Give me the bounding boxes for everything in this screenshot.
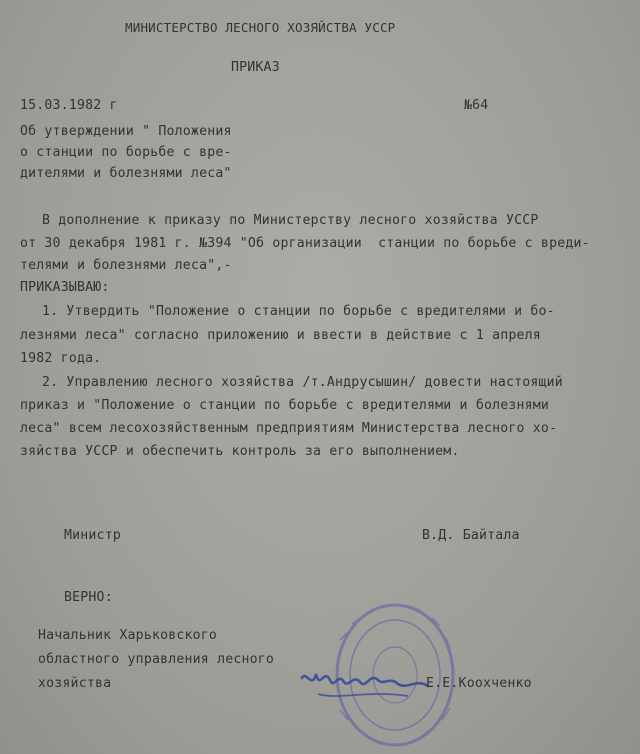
certified-label: ВЕРНО: [64, 590, 113, 605]
head-title-line: областного управления лесного [38, 652, 275, 667]
minister-label: Министр [64, 528, 121, 543]
item2-line: зяйства УССР и обеспечить контроль за его выполнением. [20, 444, 460, 459]
preamble-line: телями и болезнями леса",- [20, 258, 232, 273]
item1-line: 1982 года. [20, 351, 102, 366]
subject-line: Об утверждении " Положения [20, 124, 232, 139]
item2-line: 2. Управлению лесного хозяйства /т.Андрусышин/ довести настоящий [42, 375, 563, 390]
order-title: ПРИКАЗ [231, 60, 280, 75]
minister-name: В.Д. Байтала [422, 528, 520, 543]
item1-line: лезнями леса" согласно приложению и ввести в действие с 1 апреля [20, 328, 541, 343]
item1-line: 1. Утвердить "Положение о станции по борьбе с вредителями и бо- [42, 304, 555, 319]
orders-label: ПРИКАЗЫВАЮ: [20, 280, 110, 295]
item2-line: леса" всем лесохозяйственным предприятиям Министерства лесного хо- [20, 421, 558, 436]
head-name: Е.Е.Коохченко [426, 676, 532, 691]
head-title-line: Начальник Харьковского [38, 628, 218, 643]
handwritten-signature [298, 660, 438, 710]
preamble-line: В дополнение к приказу по Министерству лесного хозяйства УССР [42, 213, 539, 228]
order-number: №64 [464, 98, 489, 113]
ministry-header: МИНИСТЕРСТВО ЛЕСНОГО ХОЗЯЙСТВА УССР [125, 20, 396, 35]
subject-line: о станции по борьбе с вре- [20, 145, 232, 160]
head-title-line: хозяйства [38, 676, 112, 691]
order-date: 15.03.1982 г [20, 98, 118, 113]
item2-line: приказ и "Положение о станции по борьбе с вредителями и болезнями [20, 398, 550, 413]
preamble-line: от 30 декабря 1981 г. №394 "Об организации станции по борьбе с вреди- [20, 236, 590, 251]
subject-line: дителями и болезнями леса" [20, 166, 232, 181]
